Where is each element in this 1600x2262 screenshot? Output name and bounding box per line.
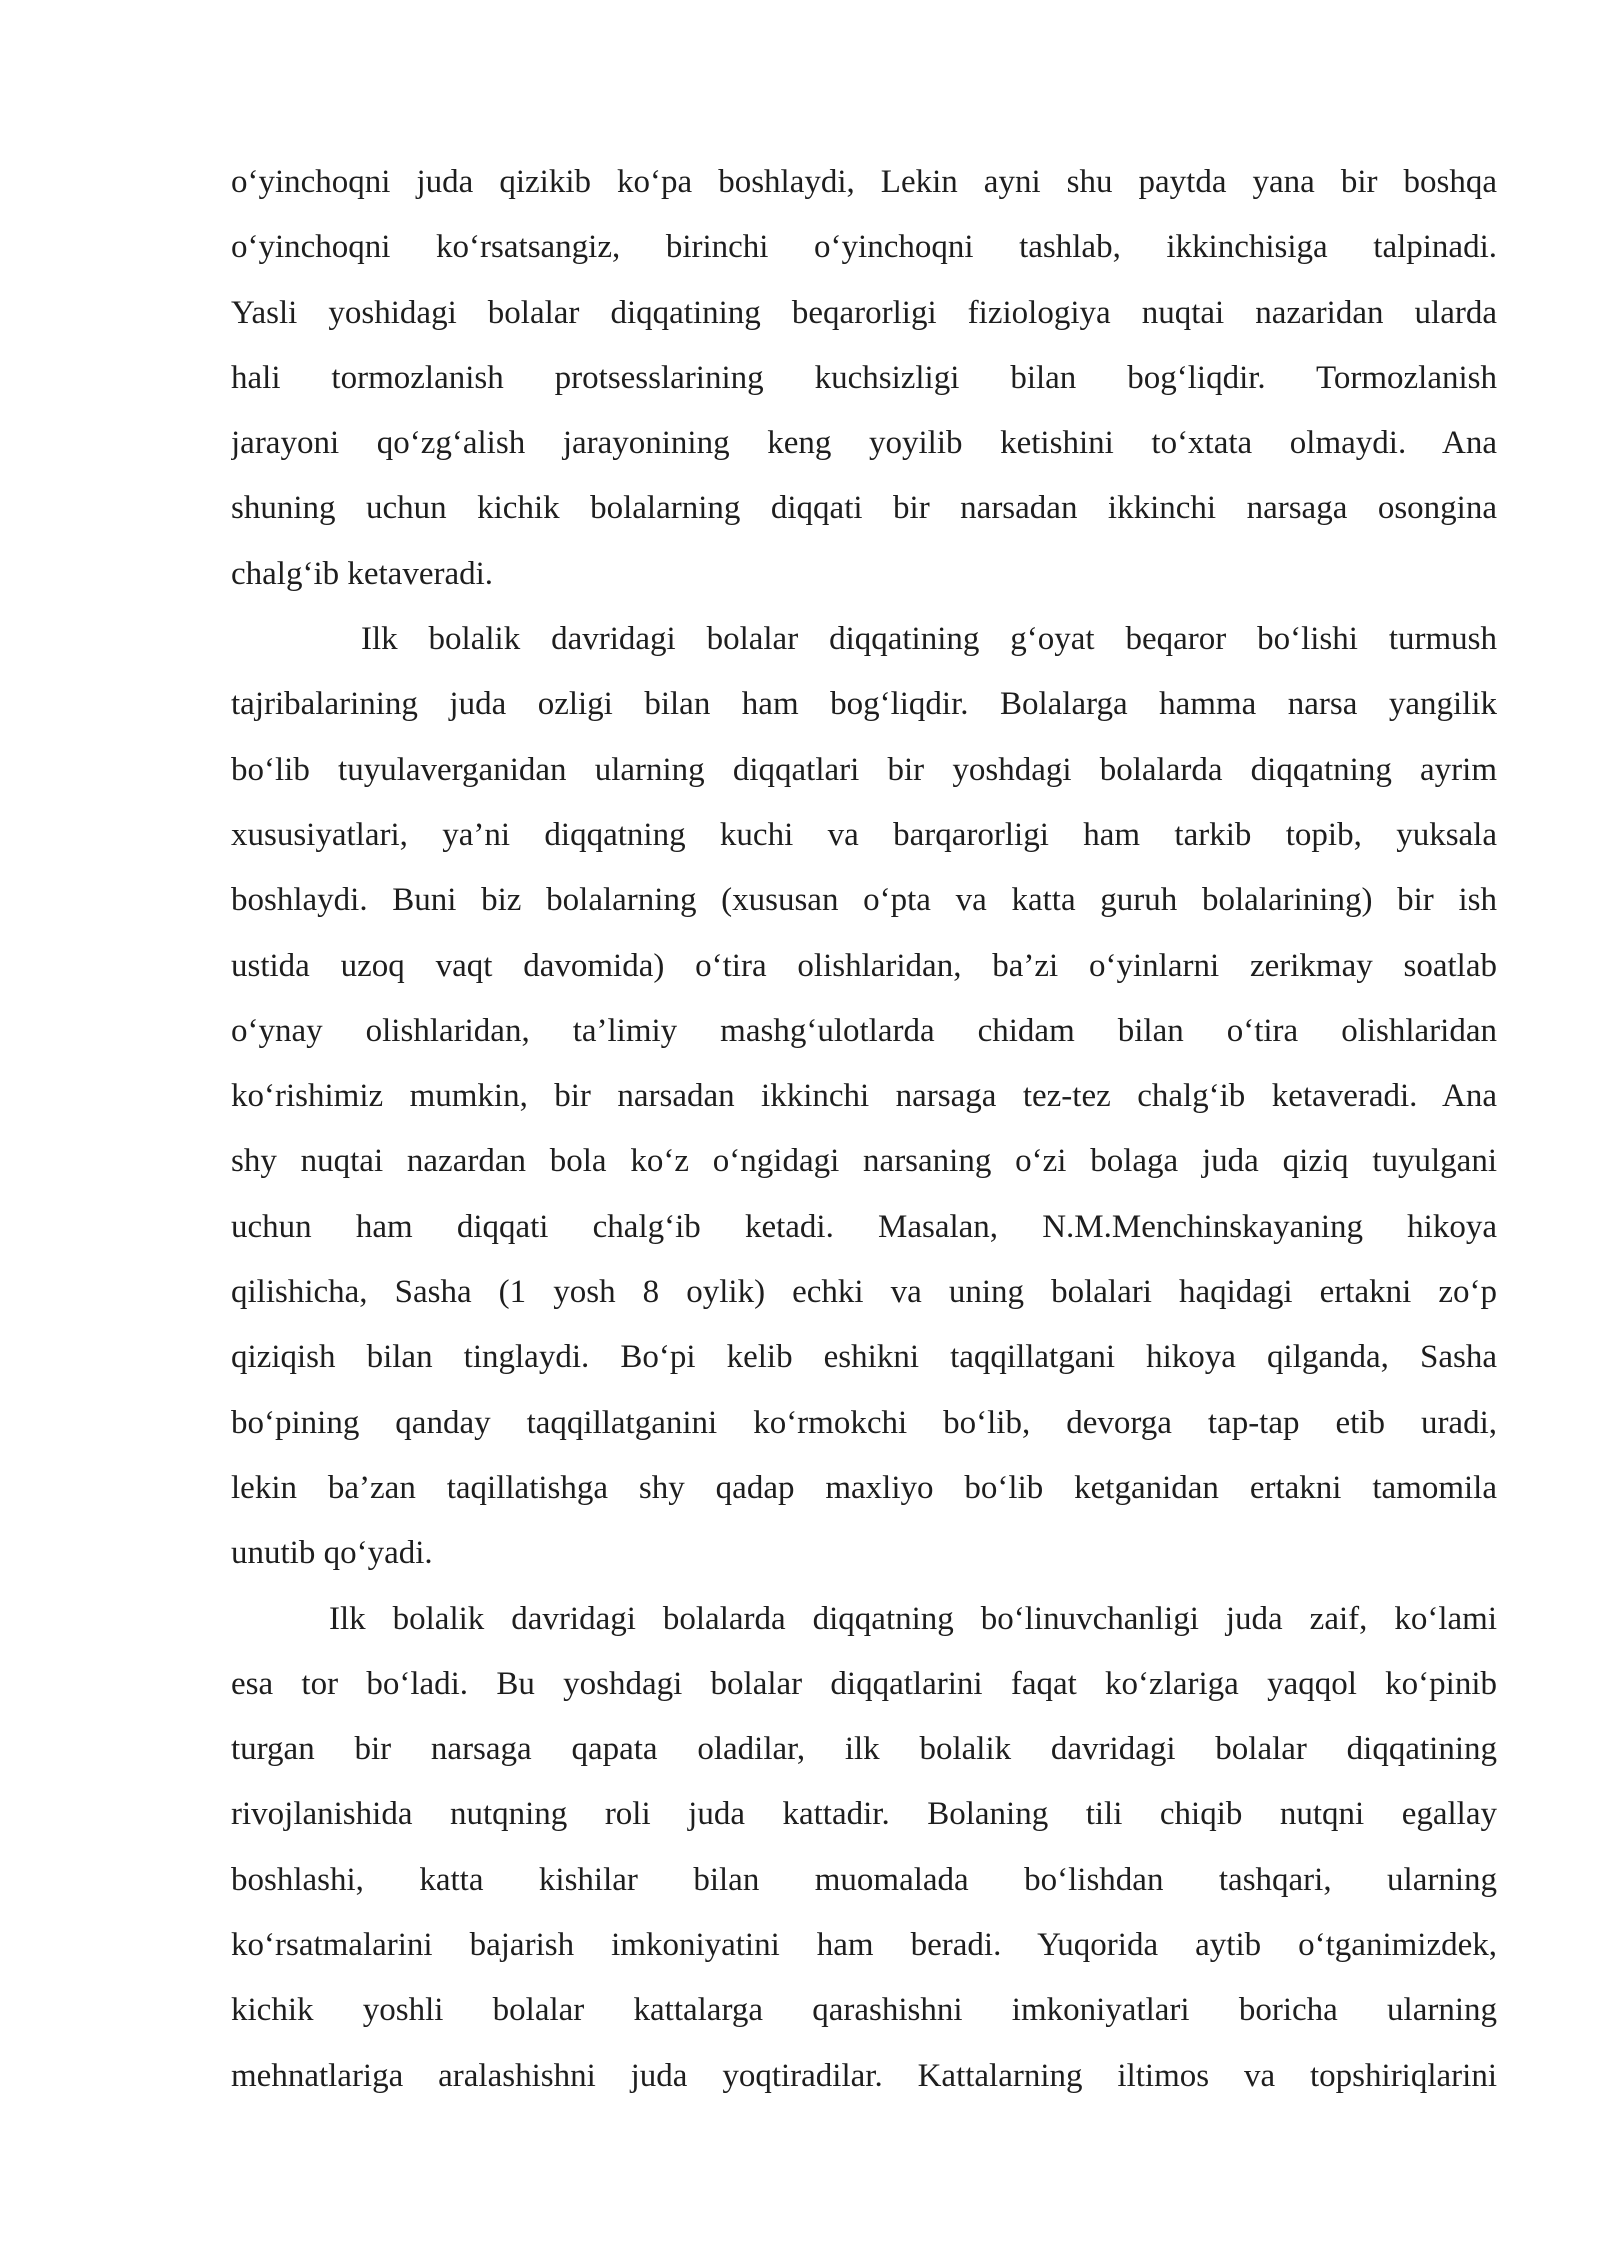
text-line: Ilk bolalik davridagi bolalar diqqatining g‘oyat beqaror bo‘lishi turmush [361,621,1497,658]
text-line: chalg‘ib ketaveradi. [231,555,494,592]
text-line: bo‘pining qanday taqqillatganini ko‘rmokchi bo‘lib, devorga tap-tap etib uradi, [231,1404,1497,1441]
text-line: o‘yinchoqni juda qizikib ko‘pa boshlaydi, Lekin ayni shu paytda yana bir boshqa [231,164,1497,200]
text-line: shuning uchun kichik bolalarning diqqati bir narsadan ikkinchi narsaga osongina [231,490,1497,527]
text-line: boshlashi, katta kishilar bilan muomalada bo‘lishdan tashqari, ularning [231,1861,1497,1898]
text-line: turgan bir narsaga qapata oladilar, ilk bolalik davridagi bolalar diqqatining [231,1731,1497,1768]
text-line: o‘ynay olishlaridan, ta’limiy mashg‘ulotlarda chidam bilan o‘tira olishlaridan [231,1012,1497,1049]
text-line: mehnatlariga aralashishni juda yoqtiradilar. Kattalarning iltimos va topshiriqlarini [231,2057,1497,2094]
text-line: rivojlanishida nutqning roli juda kattadir. Bolaning tili chiqib nutqni egallay [231,1796,1497,1833]
body-text [231,150,1497,2109]
text-line: ko‘rsatmalarini bajarish imkoniyatini ham beradi. Yuqorida aytib o‘tganimizdek, [231,1927,1497,1964]
text-line: kichik yoshli bolalar kattalarga qarashishni imkoniyatlari boricha ularning [231,1992,1497,2029]
text-line: boshlaydi. Buni biz bolalarning (xususan o‘pta va katta guruh bolalarining) bir ish [231,882,1497,919]
text-line: bo‘lib tuyulaverganidan ularning diqqatlari bir yoshdagi bolalarda diqqatning ayrim [231,751,1497,788]
text-line: unutib qo‘yadi. [231,1535,433,1572]
text-line: tajribalarining juda ozligi bilan ham bog‘liqdir. Bolalarga hamma narsa yangilik [231,686,1497,723]
text-line: uchun ham diqqati chalg‘ib ketadi. Masalan, N.M.Menchinskayaning hikoya [231,1208,1497,1245]
text-line: ustida uzoq vaqt davomida) o‘tira olishlaridan, ba’zi o‘yinlarni zerikmay soatlab [231,947,1497,984]
text-line: Yasli yoshidagi bolalar diqqatining beqarorligi fiziologiya nuqtai nazaridan ularda [231,294,1497,331]
text-line: o‘yinchoqni ko‘rsatsangiz, birinchi o‘yinchoqni tashlab, ikkinchisiga talpinadi. [231,229,1497,266]
text-line: hali tormozlanish protsesslarining kuchsizligi bilan bog‘liqdir. Tormozlanish [231,359,1497,396]
text-line: jarayoni qo‘zg‘alish jarayonining keng yoyilib ketishini to‘xtata olmaydi. Ana [231,425,1497,462]
text-line: qilishicha, Sasha (1 yosh 8 oylik) echki va uning bolalari haqidagi ertakni zo‘p [231,1274,1497,1311]
text-line: qiziqish bilan tinglaydi. Bo‘pi kelib eshikni taqqillatgani hikoya qilganda, Sasha [231,1339,1497,1376]
text-line: xususiyatlari, ya’ni diqqatning kuchi va barqarorligi ham tarkib topib, yuksala [231,816,1497,853]
text-line: ko‘rishimiz mumkin, bir narsadan ikkinchi narsaga tez-tez chalg‘ib ketaveradi. Ana [231,1078,1497,1115]
text-line: Ilk bolalik davridagi bolalarda diqqatning bo‘linuvchanligi juda zaif, ko‘lami [329,1600,1497,1637]
text-line: lekin ba’zan taqillatishga shy qadap maxliyo bo‘lib ketganidan ertakni tamomila [231,1469,1497,1506]
text-line: esa tor bo‘ladi. Bu yoshdagi bolalar diqqatlarini faqat ko‘zlariga yaqqol ko‘pinib [231,1665,1497,1702]
text-line: shy nuqtai nazardan bola ko‘z o‘ngidagi narsaning o‘zi bolaga juda qiziq tuyulgani [231,1143,1497,1180]
